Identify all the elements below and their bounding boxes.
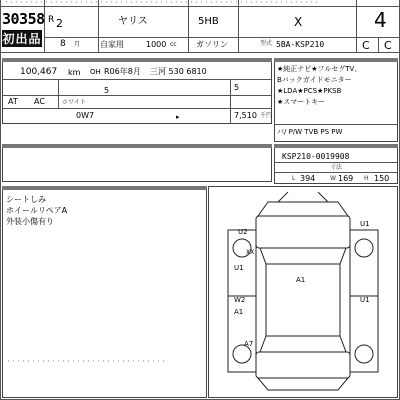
lot-number: 30358 (2, 10, 45, 28)
grade: X (294, 15, 303, 29)
width-label: W (330, 175, 336, 182)
car-name: ヤリス (118, 16, 148, 27)
exterior-score: C (384, 39, 392, 52)
equipment-tail: パ/ P/W TVB PS PW (277, 128, 343, 136)
mileage-note: OH (90, 68, 101, 76)
mark-a1-center: A1 (296, 276, 306, 284)
hood-outline (256, 216, 350, 248)
mileage-unit: km (68, 68, 81, 77)
header-mid-line (45, 37, 356, 38)
length-label: L (292, 175, 296, 182)
usage: 自家用 (100, 40, 124, 49)
header-divider-4 (238, 0, 239, 52)
length-value: 394 (300, 174, 316, 183)
rear-bumper-outline (258, 378, 348, 390)
remark-3: 外装小傷有り (6, 217, 54, 226)
shift-type: AT (8, 97, 18, 106)
color-code: 0W7 (76, 111, 95, 120)
inspector-notes-box (2, 144, 272, 182)
price: 7,510 (234, 111, 257, 120)
chassis-divider-2 (275, 172, 397, 173)
spec-header-bar (2, 58, 272, 62)
header-label-strip: ・・・・・・・・・・・・・・・・・・・・・・・・・・・・・・・・・・・・・・・・・・・・・・・・・・・・・・・・・・・・・・・ (4, 0, 320, 6)
remark-1: シートしみ (6, 195, 46, 204)
color-arrow: ▸ (176, 113, 180, 121)
equipment-divider (275, 124, 397, 125)
equipment-item-2: Bバックガイドモニター (277, 76, 352, 84)
right-front-wheel-outline (355, 239, 373, 257)
chassis-divider-1 (275, 162, 397, 163)
size-label: 寸法 (330, 164, 343, 171)
height-value: 150 (374, 174, 390, 183)
aircon: AC (34, 97, 45, 106)
header-bottom-line (0, 52, 400, 53)
header-divider-2 (98, 0, 99, 52)
spec-col-line-1 (58, 80, 59, 108)
equipment-header-bar (274, 58, 398, 62)
front-detail-line-1 (278, 192, 288, 202)
mark-xx: XX (246, 249, 255, 256)
mark-a1-lower: A1 (234, 308, 244, 316)
remarks-footer-strip: ・・・・・・・・・・・・・・・・・・・・・・・・・・・・・・・・ (6, 359, 167, 365)
displacement: 1000 (146, 40, 167, 49)
capacity: 5 (234, 83, 240, 92)
plate-number: 三河 530 6810 (150, 67, 207, 76)
windshield-outline (260, 248, 346, 264)
width-value: 169 (338, 174, 354, 183)
mark-u1-right: U1 (360, 220, 370, 228)
equipment-item-1: ★純正ナビ★フルセグTV、 (277, 65, 362, 73)
roof-outline (266, 264, 340, 336)
model-code: 5BA-KSP210 (276, 40, 325, 49)
rear-window-outline (260, 336, 346, 352)
mark-a7: A7 (244, 340, 254, 348)
reg-month: 8 (60, 39, 66, 49)
mark-w2: W2 (234, 296, 246, 304)
mark-u1-left: U1 (234, 264, 244, 272)
color-label: ホワイト (62, 99, 86, 106)
header-top-line (0, 6, 400, 7)
inspector-notes-header (2, 144, 272, 148)
reg-month-unit: 月 (74, 41, 81, 48)
mark-u1-rear: U1 (360, 296, 370, 304)
sheet-left-border (0, 0, 1, 400)
first-listing-badge: 初出品 (2, 32, 42, 46)
era-mark: R (48, 15, 55, 25)
front-detail-line-2 (318, 192, 328, 202)
equipment-item-4: ★スマートキー (277, 98, 326, 106)
doors: 5 (104, 86, 110, 95)
fuel: ガソリン (196, 40, 228, 49)
interior-score: C (362, 39, 370, 52)
model-code-label: 型式 (260, 40, 273, 47)
front-bumper-outline (258, 202, 348, 216)
mileage: 100,467 (20, 67, 58, 77)
car-diagram (208, 186, 398, 398)
chassis-number: KSP210-0019908 (282, 152, 350, 161)
price-unit: 千円 (260, 112, 273, 119)
spec-col-line-2 (230, 80, 231, 123)
equipment-item-3: ★LDA★PCS★PKSB (277, 87, 342, 95)
displacement-unit: cc (170, 41, 177, 48)
right-rear-wheel-outline (355, 345, 373, 363)
chassis-header-bar (274, 144, 398, 148)
inspection-date: R06年8月 (104, 67, 141, 76)
mark-u2: U2 (238, 228, 248, 236)
overall-score: 4 (374, 8, 387, 32)
body-type: 5HB (198, 16, 219, 27)
score-split-line (378, 38, 379, 52)
height-label: H (364, 175, 369, 182)
header-divider-3 (188, 0, 189, 52)
reg-year: 2 (56, 17, 63, 30)
header-divider-5 (356, 0, 357, 52)
remark-2: ホイールリペアA (6, 206, 68, 215)
remarks-header-bar (2, 186, 207, 190)
trunk-outline (256, 352, 350, 378)
